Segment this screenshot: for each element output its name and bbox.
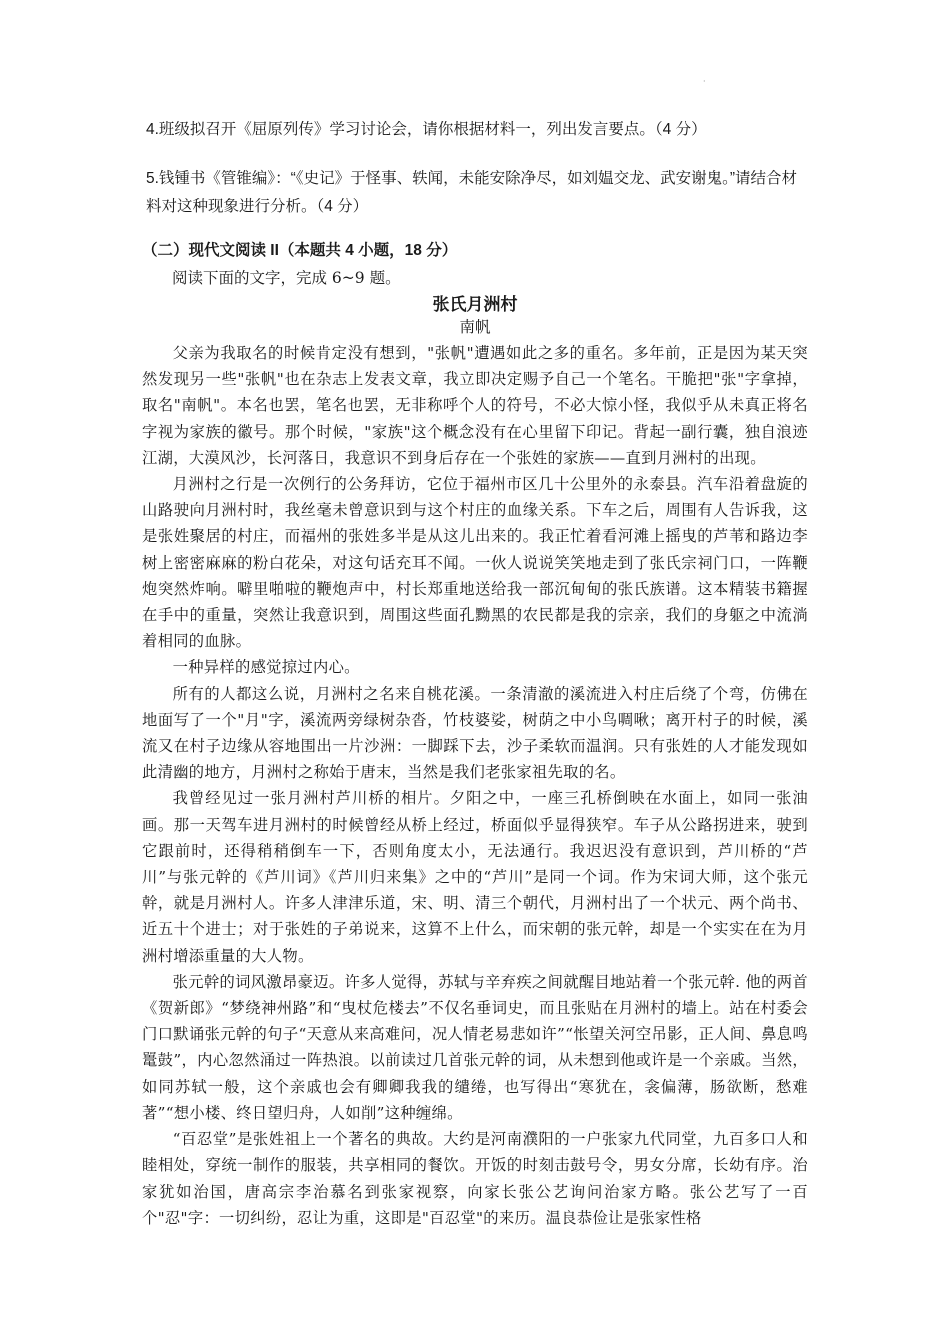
paragraph: 我曾经见过一张月洲村芦川桥的相片。夕阳之中，一座三孔桥倒映在水面上，如同一张油画。那一天驾车进月洲村的时候曾经从桥上经过，桥面似乎显得狭窄。车子从公路拐进来，驶到它跟前时，还得稍稍倒车一下，否则角度太小，无法通行。我迟迟没有意识到，芦川桥的“芦川”与张元幹的《芦川词》《芦川归来集》之中的“芦川”是同一个词。作为宋词大师，这个张元幹，就是月洲村人。许多人津津乐道，宋、明、清三个朝代，月洲村出了一个状元、两个尚书、近五十个进士；对于张姓的子弟说来，这算不上什么，而宋朝的张元幹，却是一个实实在在为月洲村增添重量的大人物。	[142, 789, 808, 965]
article-author: 南帆	[459, 318, 491, 336]
paragraph: 张元幹的词风激昂豪迈。许多人觉得，苏轼与辛弃疾之间就醒目地站着一个张元幹. 他的两首《贺新郎》“梦绕神州路”和“曳杖危楼去”不仅名垂词史，而且张贴在月洲村的墙上。站在村委会门口默诵张元幹的句子“天意从来高难问，况人情老易悲如许”“怅望关河空吊影，正人间、鼻息鸣鼍鼓”，内心忽然涌过一阵热浪。以前读过几首张元幹的词，从未想到他或许是一个亲戚。当然，如同苏轼一般，这个亲戚也会有卿卿我我的缱绻，也写得出“寒犹在，衾偏薄，肠欲断，愁难著”“想小楼、终日望归舟，人如削”这种缠绵。	[142, 972, 808, 1122]
question-5: 5.钱锺书《管锥编》：“《史记》于怪事、轶闻，未能安除净尽，如刘媪交龙、武安谢鬼。”请结合材料对这种现象进行分析。（4 分）	[146, 170, 798, 215]
article-title: 张氏月洲村	[432, 295, 518, 314]
question-4: 4.班级拟召开《屈原列传》学习讨论会，请你根据材料一，列出发言要点。（4 分）	[146, 121, 707, 138]
paragraph: 父亲为我取名的时候肯定没有想到，"张帆"遭遇如此之多的重名。多年前，正是因为某天突然发现另一些"张帆"也在杂志上发表文章，我立即决定赐予自己一个笔名。干脆把"张"字拿掉，取名"南帆"。本名也罢，笔名也罢，无非称呼个人的符号，不必大惊小怪，我似乎从未真正将名字视为家族的徽号。那个时候，"家族"这个概念没有在心里留下印记。背起一副行囊，独自浪迹江湖，大漠风沙，长河落日，我意识不到身后存在一个张姓的家族——直到月洲村的出现。	[142, 344, 808, 467]
scan-dot: ·	[703, 77, 706, 86]
section-instruction: 阅读下面的文字，完成 6~9 题。	[172, 269, 401, 287]
paragraph: 一种异样的感觉掠过内心。	[172, 658, 360, 677]
paragraph: “百忍堂”是张姓祖上一个著名的典故。大约是河南濮阳的一户张家九代同堂，九百多口人和睦相处，穿统一制作的服装，共享相同的餐饮。开饭的时刻击鼓号令，男女分席，长幼有序。治家犹如治国，唐高宗李治慕名到张家视察，向家长张公艺询问治家方略。张公艺写了一百个"忍"字：一切纠纷，忍让为重，这即是"百忍堂"的来历。温良恭俭让是张家性格	[142, 1130, 808, 1227]
section-heading: （二）现代文阅读 II（本题共 4 小题，18 分）	[142, 242, 458, 259]
article-body	[142, 340, 808, 1231]
paragraph: 所有的人都这么说，月洲村之名来自桃花溪。一条清澈的溪流进入村庄后绕了个弯，仿佛在地面写了一个"月"字，溪流两旁绿树杂沓，竹枝婆娑，树荫之中小鸟啁啾；离开村子的时候，溪流又在村子边缘从容地围出一片沙洲：一脚踩下去，沙子柔软而温润。只有张姓的人才能发现如此清幽的地方，月洲村之称始于唐末，当然是我们老张家祖先取的名。	[142, 684, 808, 782]
paragraph: 月洲村之行是一次例行的公务拜访，它位于福州市区几十公里外的永泰县。汽车沿着盘旋的山路驶向月洲村时，我丝毫未曾意识到与这个村庄的血缘关系。下车之后，周围有人告诉我，这是张姓聚居的村庄，而福州的张姓多半是从这儿出来的。我正忙着看河滩上摇曳的芦苇和路边李树上密密麻麻的粉白花朵，对这句话充耳不闻。一伙人说说笑笑地走到了张氏宗祠门口，一阵鞭炮突然炸响。噼里啪啦的鞭炮声中，村长郑重地送给我一部沉甸甸的张氏族谱。这本精装书籍握在手中的重量，突然让我意识到，周围这些面孔黝黑的农民都是我的宗亲，我们的身躯之中流淌着相同的血脉。	[142, 475, 808, 651]
